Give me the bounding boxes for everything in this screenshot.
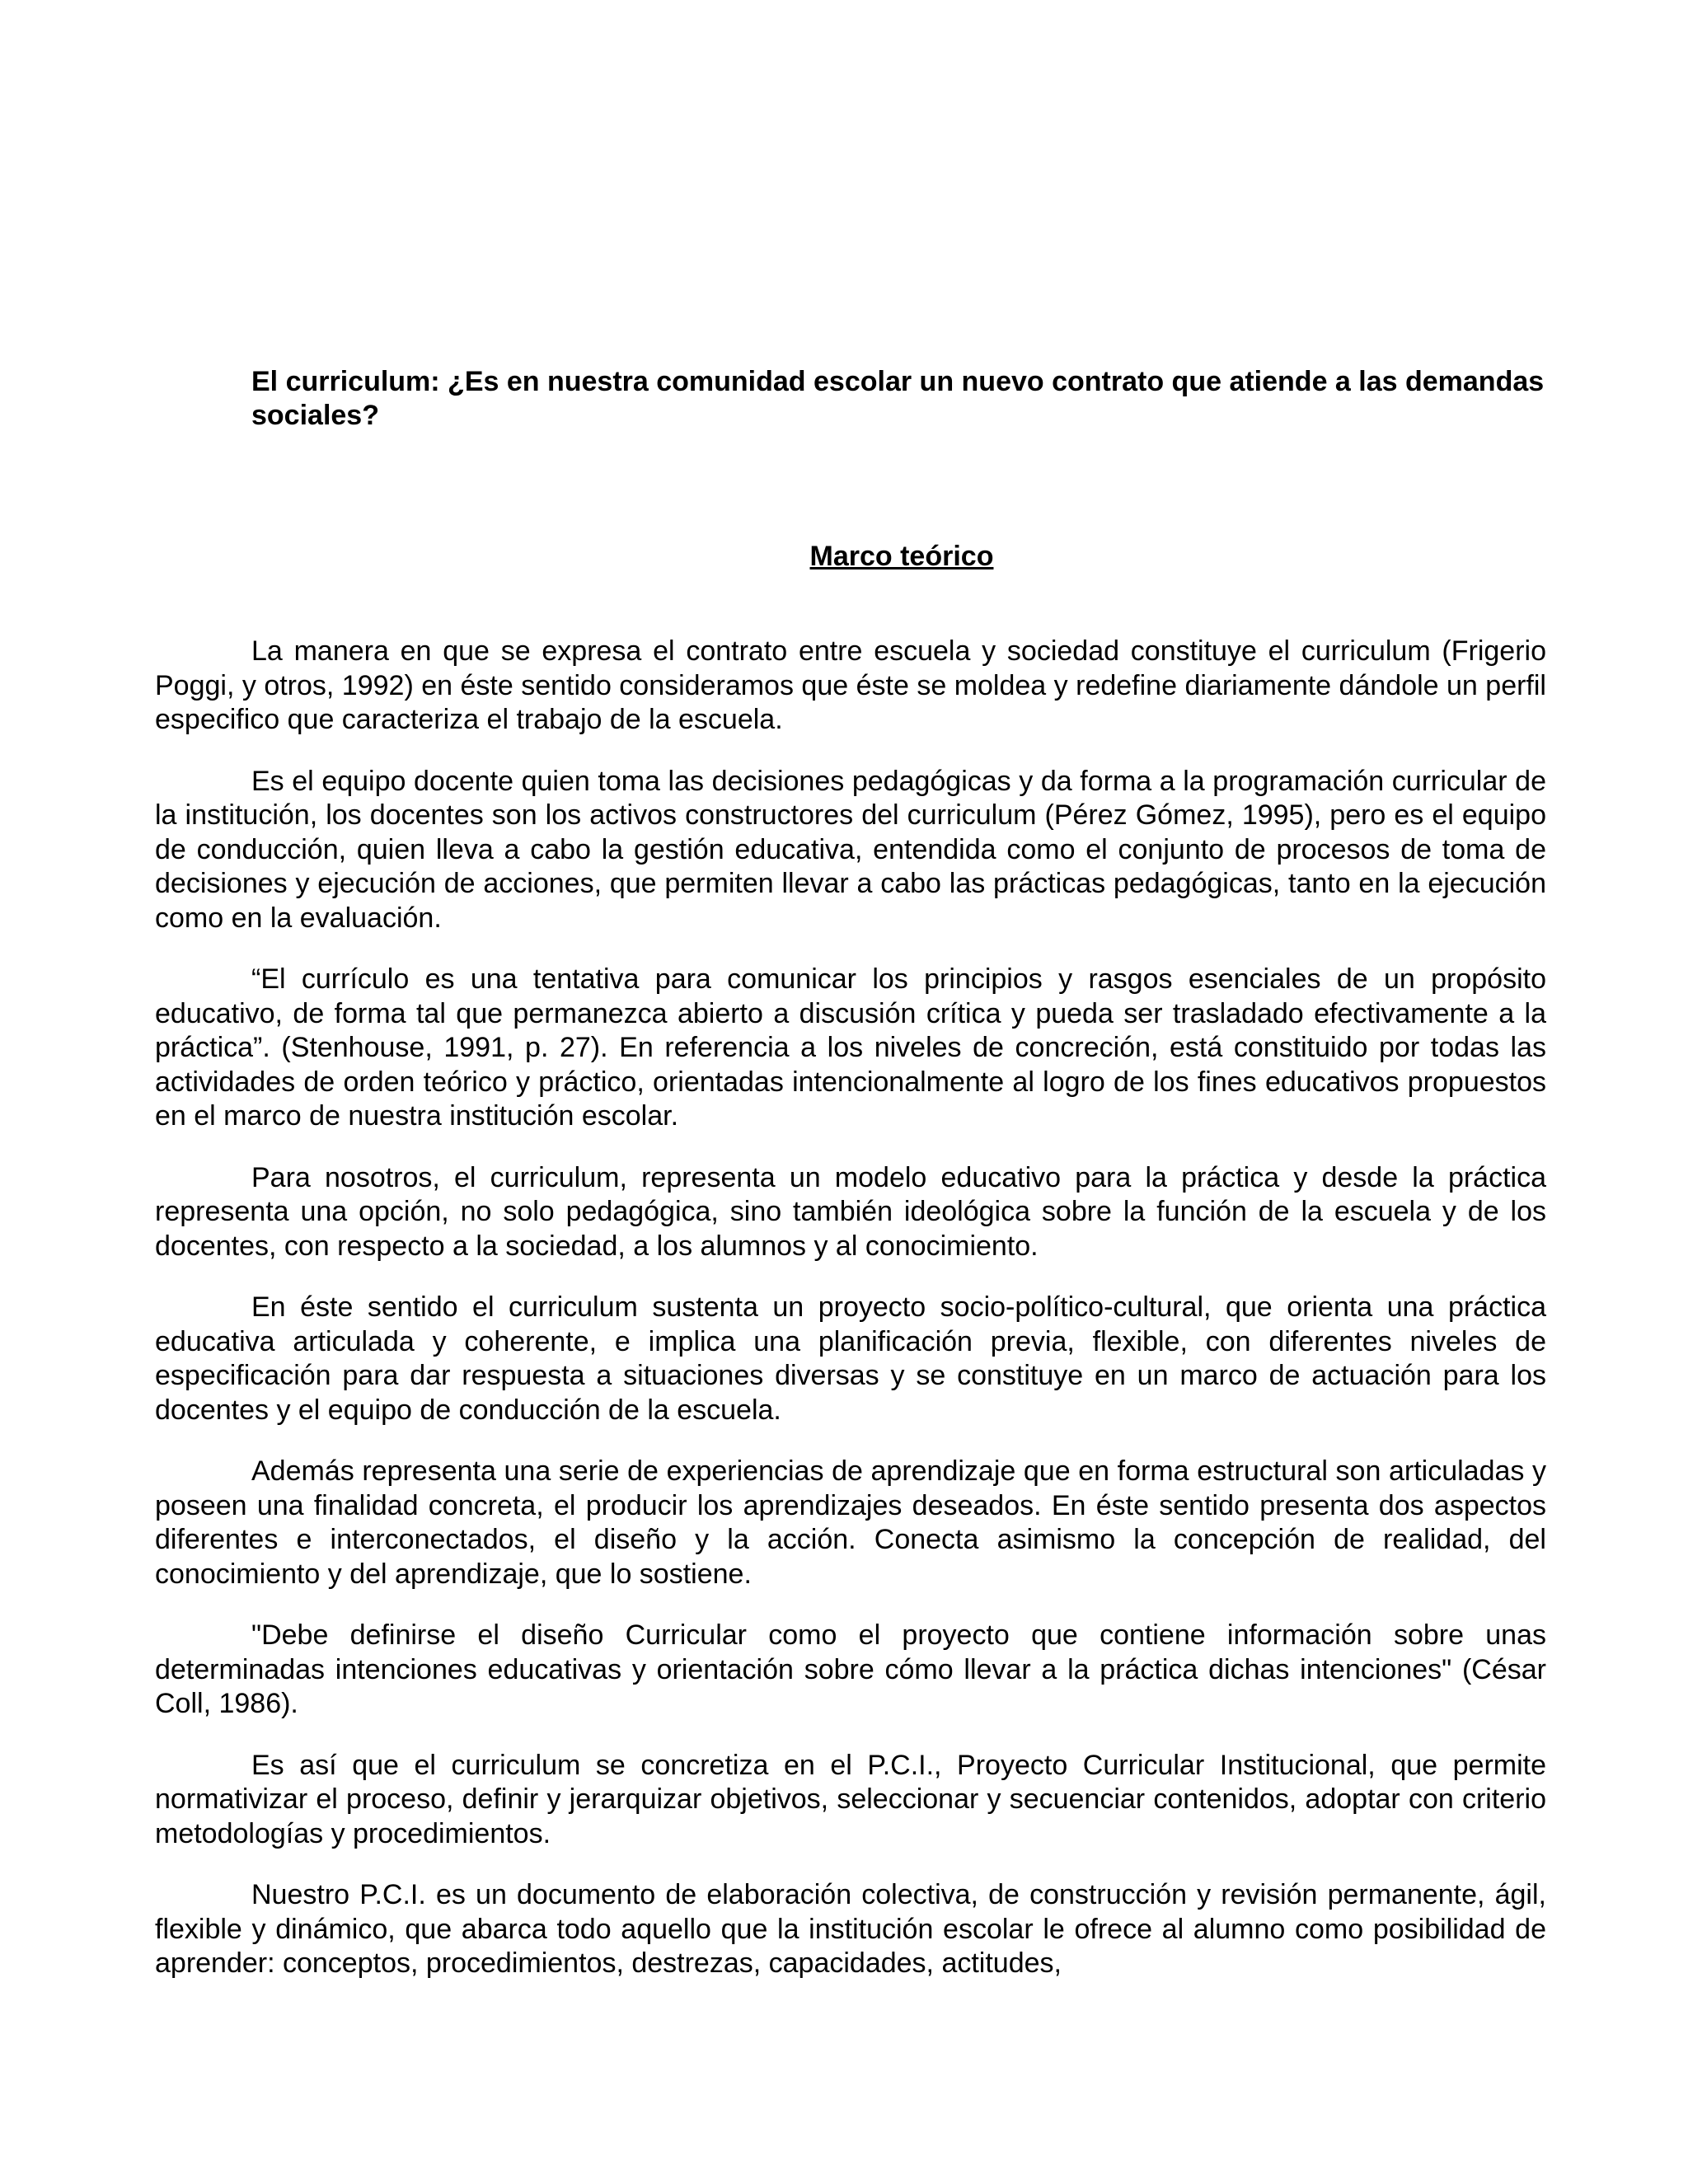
document-title: El curriculum: ¿Es en nuestra comunidad escolar un nuevo contrato que atiende a las demandas sociales? — [251, 366, 1545, 431]
paragraph: “El currículo es una tentativa para comunicar los principios y rasgos esenciales de un propósito educativo, de forma tal que permanezca abierto a discusión crítica y pueda ser trasladado efectivamente a la práctica”. (Stenhouse, 1991, p. 27). En referencia a los niveles de concreción, está constituido por todas las actividades de orden teórico y práctico, orientadas intencionalmente al logro de los fines educativos propuestos en el marco de nuestra institución escolar. — [155, 963, 1546, 1132]
paragraph: Es el equipo docente quien toma las decisiones pedagógicas y da forma a la programación curricular de la institución, los docentes son los activos constructores del curriculum (Pérez Gómez, 1995), pero es el equipo de conducción, quien lleva a cabo la gestión educativa, entendida como el conjunto de procesos de toma de decisiones y ejecución de acciones, que permiten llevar a cabo las prácticas pedagógicas, tanto en la ejecución como en la evaluación. — [155, 765, 1546, 934]
section-heading: Marco teórico — [809, 541, 994, 572]
paragraph: Nuestro P.C.I. es un documento de elaboración colectiva, de construcción y revisión permanente, ágil, flexible y dinámico, que abarca todo aquello que la institución escolar le ofrece al alumno como posibilidad de aprender: conceptos, procedimientos, destrezas, capacidades, actitudes, — [155, 1879, 1546, 1979]
paragraph: En éste sentido el curriculum sustenta un proyecto socio-político-cultural, que orienta una práctica educativa articulada y coherente, e implica una planificación previa, flexible, con diferentes niveles de especificación para dar respuesta a situaciones diversas y se constituye en un marco de actuación para los docentes y el equipo de conducción de la escuela. — [155, 1291, 1546, 1426]
paragraph: "Debe definirse el diseño Curricular como el proyecto que contiene información sobre unas determinadas intenciones educativas y orientación sobre cómo llevar a la práctica dichas intenciones" (César Coll, 1986). — [155, 1619, 1546, 1719]
body-text — [155, 635, 1546, 1981]
paragraph: Para nosotros, el curriculum, representa un modelo educativo para la práctica y desde la práctica representa una opción, no solo pedagógica, sino también ideológica sobre la función de la escuela y de los docentes, con respecto a la sociedad, a los alumnos y al conocimiento. — [155, 1161, 1546, 1262]
paragraph: La manera en que se expresa el contrato entre escuela y sociedad constituye el curriculum (Frigerio Poggi, y otros, 1992) en éste sentido consideramos que éste se moldea y redefine diariamente dándole un perfil especifico que caracteriza el trabajo de la escuela. — [155, 635, 1546, 735]
paragraph: Además representa una serie de experiencias de aprendizaje que en forma estructural son articuladas y poseen una finalidad concreta, el producir los aprendizajes deseados. En éste sentido presenta dos aspectos diferentes e interconectados, el diseño y la acción. Conecta asimismo la concepción de realidad, del conocimiento y del aprendizaje, que lo sostiene. — [155, 1455, 1546, 1590]
paragraph: Es así que el curriculum se concretiza en el P.C.I., Proyecto Curricular Institucional, que permite normativizar el proceso, definir y jerarquizar objetivos, seleccionar y secuenciar contenidos, adoptar con criterio metodologías y procedimientos. — [155, 1749, 1546, 1849]
